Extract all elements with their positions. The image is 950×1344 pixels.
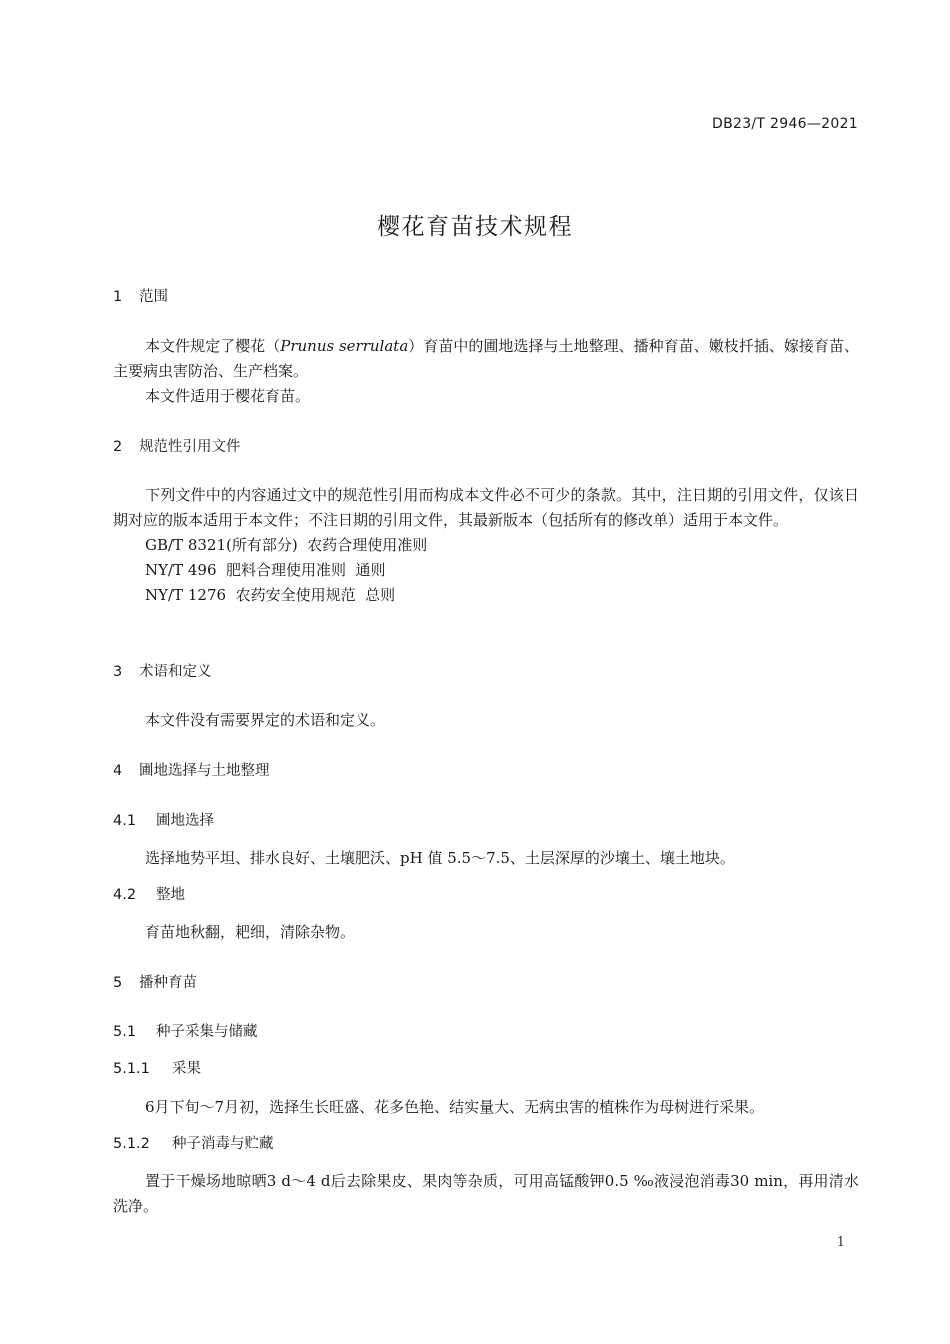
page-number: 1 xyxy=(836,1235,845,1250)
subsection-heading-5-1-1 xyxy=(113,1059,859,1079)
scope-text-pre: 本文件规定了樱花（ xyxy=(145,337,281,355)
subsection-title: 采果 xyxy=(172,1061,201,1077)
fruit-collection-paragraph: 6月下旬～7月初，选择生长旺盛、花多色艳、结实量大、无病虫害的植株作为母树进行采果。 xyxy=(145,1098,765,1116)
section-title: 术语和定义 xyxy=(139,664,212,680)
scope-text-post: ）育苗中的圃地选择与土地整理、播种育苗、嫩枝扦插、嫁接育苗、主要病虫害防治、生产档案。 xyxy=(113,337,859,380)
applicability-paragraph: 本文件适用于樱花育苗。 xyxy=(145,387,311,405)
scope-paragraph xyxy=(113,334,859,384)
page-title: 樱花育苗技术规程 xyxy=(377,214,573,240)
section-number: 2 xyxy=(113,439,123,455)
subsection-number: 5.1.2 xyxy=(113,1136,150,1152)
subsection-number: 4.2 xyxy=(113,887,137,903)
references-intro-paragraph: 下列文件中的内容通过文中的规范性引用而构成本文件必不可少的条款。其中，注日期的引用文件，仅该日期对应的版本适用于本文件；不注日期的引用文件，其最新版本（包括所有的修改单）适用于本文件。 xyxy=(113,486,859,529)
subsection-5-1-2-body xyxy=(113,1169,859,1219)
subsection-4-1-body xyxy=(113,846,859,871)
section-heading-1 xyxy=(113,287,859,307)
reference-item: GB/T 8321(所有部分) 农药合理使用准则 xyxy=(145,536,428,554)
site-selection-paragraph: 选择地势平坦、排水良好、土壤肥沃、pH 值 5.5～7.5、土层深厚的沙壤土、壤土地块。 xyxy=(145,849,735,867)
reference-item: NY/T 496 肥料合理使用准则 通则 xyxy=(145,561,386,579)
subsection-heading-5-1 xyxy=(113,1022,859,1042)
document-code: DB23/T 2946—2021 xyxy=(712,116,858,132)
subsection-heading-5-1-2 xyxy=(113,1134,859,1154)
subsection-title: 种子消毒与贮藏 xyxy=(172,1136,274,1152)
section-number: 1 xyxy=(113,289,123,305)
land-prep-paragraph: 育苗地秋翻，耙细，清除杂物。 xyxy=(145,923,356,941)
reference-item: NY/T 1276 农药安全使用规范 总则 xyxy=(145,586,396,604)
section-3-body xyxy=(113,708,859,733)
section-title: 范围 xyxy=(139,289,168,305)
section-heading-4 xyxy=(113,761,859,781)
subsection-number: 4.1 xyxy=(113,813,137,829)
section-title: 规范性引用文件 xyxy=(139,439,241,455)
section-number: 5 xyxy=(113,975,123,991)
section-title: 播种育苗 xyxy=(139,975,197,991)
subsection-heading-4-1 xyxy=(113,811,859,831)
section-number: 4 xyxy=(113,763,123,779)
subsection-title: 种子采集与储藏 xyxy=(156,1024,258,1040)
subsection-title: 圃地选择 xyxy=(156,813,214,829)
subsection-title: 整地 xyxy=(156,887,185,903)
terms-paragraph: 本文件没有需要界定的术语和定义。 xyxy=(145,711,386,729)
subsection-number: 5.1.1 xyxy=(113,1061,150,1077)
section-1-body xyxy=(113,334,859,409)
section-title: 圃地选择与土地整理 xyxy=(139,763,270,779)
subsection-number: 5.1 xyxy=(113,1024,137,1040)
section-heading-2 xyxy=(113,437,859,457)
section-heading-5 xyxy=(113,973,859,993)
seed-disinfection-paragraph: 置于干燥场地晾晒3 d～4 d后去除果皮、果肉等杂质，可用高锰酸钾0.5 ‰液浸泡消毒30 min，再用清水洗净。 xyxy=(113,1172,859,1215)
latin-name: Prunus serrulata xyxy=(280,337,409,355)
section-2-body xyxy=(113,483,859,608)
subsection-5-1-1-body xyxy=(113,1095,859,1120)
section-number: 3 xyxy=(113,664,123,680)
subsection-heading-4-2 xyxy=(113,885,859,905)
subsection-4-2-body xyxy=(113,920,859,945)
section-heading-3 xyxy=(113,662,859,682)
